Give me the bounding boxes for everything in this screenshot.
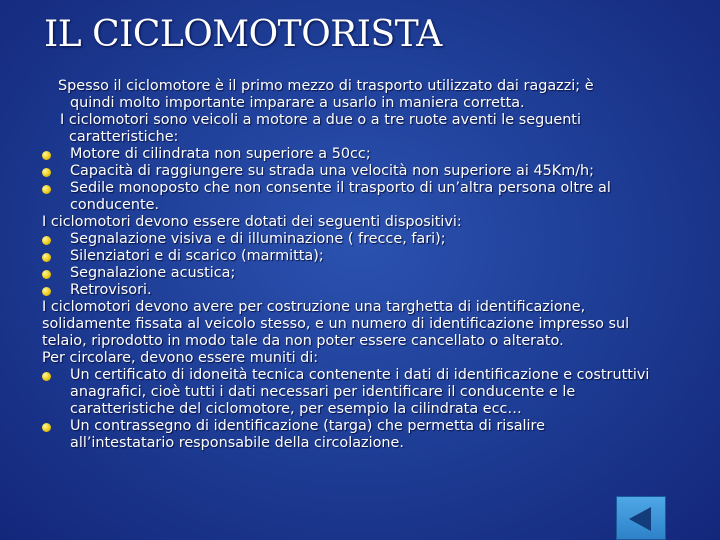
devices-intro: I ciclomotori devono essere dotati dei seguenti dispositivi:: [42, 214, 462, 230]
bullet-icon: [42, 168, 51, 177]
bullet-icon: [42, 287, 51, 296]
list-item: Segnalazione visiva e di illuminazione ( frecce, fari);: [42, 231, 682, 248]
definition-line-2: caratteristiche:: [69, 129, 179, 145]
list-item: Sedile monoposto che non consente il trasporto di un’altra persona oltre al conducente.: [42, 180, 682, 214]
list-item: Capacità di raggiungere su strada una velocità non superiore ai 45Km/h;: [42, 163, 682, 180]
bullet-icon: [42, 185, 51, 194]
bullet-icon: [42, 253, 51, 262]
intro-paragraph: [42, 78, 682, 112]
definition-paragraph: [42, 112, 682, 146]
bullet-icon: [42, 270, 51, 279]
list-item: Un certificato di idoneità tecnica contenente i dati di identificazione e costruttivi anagrafici, cioè tutti i dati necessari per identificare il conducente e le caratteristiche del ciclomotore, per esempio la cilindrata ecc…: [42, 367, 682, 418]
triangle-left-icon: [629, 507, 651, 531]
bullet-icon: [42, 372, 51, 381]
plate-paragraph: I ciclomotori devono avere per costruzione una targhetta di identificazione, solidamente fissata al veicolo stesso, e un numero di identificazione impresso sul telaio, riprodotto in modo tale da non poter essere cancellato o alterato.: [42, 299, 630, 349]
bullet-icon: [42, 151, 51, 160]
characteristics-list: [42, 146, 682, 214]
list-item: Un contrassegno di identificazione (targa) che permetta di risalire all’intestatario responsabile della circolazione.: [42, 418, 682, 452]
bullet-icon: [42, 423, 51, 432]
list-item: Retrovisori.: [42, 282, 682, 299]
slide-title: IL CICLOMOTORISTA: [44, 14, 442, 55]
list-item: Silenziatori e di scarico (marmitta);: [42, 248, 682, 265]
circulation-intro: Per circolare, devono essere muniti di:: [42, 350, 319, 366]
documents-list: [42, 367, 682, 452]
intro-line-2: quindi molto importante imparare a usarlo in maniera corretta.: [70, 95, 525, 111]
list-item: Segnalazione acustica;: [42, 265, 682, 282]
devices-list: [42, 231, 682, 299]
bullet-icon: [42, 236, 51, 245]
slide-body: [42, 78, 682, 452]
intro-line-1: Spesso il ciclomotore è il primo mezzo di trasporto utilizzato dai ragazzi; è: [58, 78, 594, 94]
list-item: Motore di cilindrata non superiore a 50cc;: [42, 146, 682, 163]
definition-line-1: I ciclomotori sono veicoli a motore a due o a tre ruote aventi le seguenti: [60, 112, 581, 128]
back-button[interactable]: [616, 496, 666, 540]
